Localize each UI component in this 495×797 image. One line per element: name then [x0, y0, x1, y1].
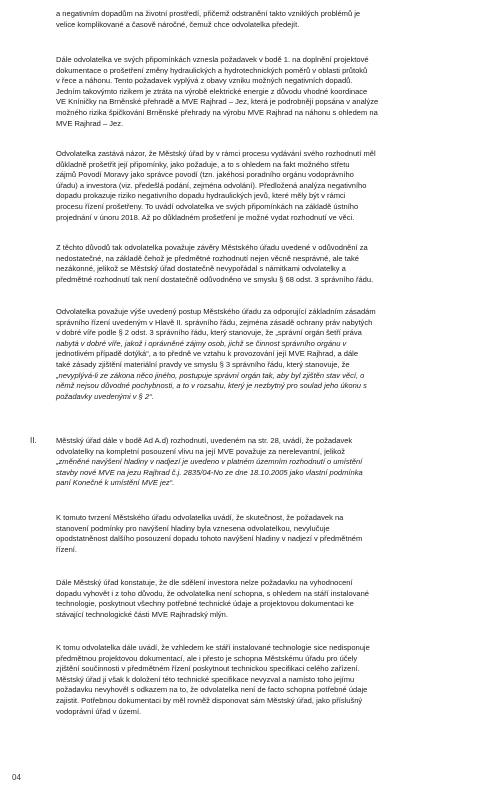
text-line: úřadu) a investora (viz. předešlá podání, zejména odvolání). Předložená analýza negativního [56, 180, 367, 190]
paragraph [56, 578, 450, 620]
text-line: Z těchto důvodů tak odvolatelka považuje závěry Městského úřadu uvedené v odůvodnění za [56, 243, 368, 252]
text-line: dopadu vyhovět i z toho důvodu, že odvolatelka není schopna, s ohledem na stáří instalované [56, 588, 369, 598]
text-line: K tomuto tvrzení Městského úřadu odvolatelka uvádí, že skutečnost, že požadavek na [56, 513, 344, 522]
paragraph [56, 513, 450, 555]
text-line: předmětné rozhodnutí tak není dostatečně odůvodněno ve smyslu § 68 odst. 3 správního řádu. [56, 274, 374, 284]
text-line: MVE Rajhrad – Jez. [56, 118, 124, 128]
text-line: požadavky uvedenými v § 2“. [56, 391, 154, 401]
text-line: „nevyplývá-li ze zákona něco jiného, postupuje správní orgán tak, aby byl zjištěn stav věcí, o [56, 370, 365, 380]
text-line: předmětnou projektovou dokumentací, ale i přesto je schopna Městskému úřadu pro účely [56, 653, 358, 663]
text-line: stávající technologické části MVE Rajhradský mlýn. [56, 609, 228, 619]
text-line: možného rizika špičkování Brněnské přehrady na výrobu MVE Rajhrad na náhonu s ohledem na [56, 107, 378, 117]
text-line: paní Konečné k umístění MVE jez“. [56, 478, 175, 488]
paragraph [56, 9, 450, 30]
text-line: K tomu odvolatelka dále uvádí, že vzhledem ke stáří instalované technologie sice nedisponuje [56, 643, 370, 652]
paragraph [56, 149, 450, 223]
text-line: projednání v únoru 2018. Až po důkladném prošetření je možné vydat rozhodnutí ve věci. [56, 212, 355, 222]
text-line: odvolatelky na kompletní posouzení vlivu na její MVE považuje za nerelevantní, jelikož [56, 446, 346, 456]
text-line: Městský úřad ji však k doložení této technické specifikace nevyzval a namísto toho jejímu [56, 674, 355, 684]
paragraph [56, 243, 450, 285]
text-line: opodstatněnost dalšího posouzení dopadu tohoto navýšení hladiny v nadjezí v předmětném [56, 534, 363, 544]
text-line: a negativním dopadům na životní prostředí, přičemž odstranění takto vzniklých problémů je [56, 9, 361, 18]
text-line: Dále odvolatelka ve svých připomínkách vznesla požadavek v bodě 1. na doplnění projektové [56, 55, 369, 64]
text-line: zájmů Povodí Moravy jako správce povodí (tzn. jakéhosi poradního orgánu vodoprávního [56, 170, 354, 180]
text-line: „změněné navýšení hladiny v nadjezí je uvedeno v platném územním rozhodnutí o umístění [56, 457, 363, 467]
text-line: v dobré víře podle § 2 odst. 3 správního řádu, který stanovuje, že „správní orgán šetří práva [56, 328, 362, 338]
text-line: zjištění součinnosti v předmětném řízení poskytnout technickou specifikaci celého zařízení. [56, 664, 360, 674]
text-line: stanovení podmínky pro navýšení hladiny byla vznesena odvolatelkou, nevylučuje [56, 523, 330, 533]
text-line: v řece a náhonu. Tento požadavek vyplývá z obavy vzniku možných negativních dopadů. [56, 76, 353, 86]
text-line: zajistit. Potřebnou dokumentaci by měl rovněž disponovat sám Městský úřad, jako příslušný [56, 695, 363, 705]
text-line: Jedním takovýmto rizikem je ztráta na výrobě elektrické energie z důvodu vhodné koordinace [56, 86, 368, 96]
text-line: důkladně prošetřit její připomínky, jako požaduje, a to s ohledem na fakt možného střetu [56, 159, 350, 169]
text-line: Odvolatelka zastává názor, že Městský úřad by v rámci procesu vydávání svého rozhodnutí měl [56, 149, 376, 158]
text-line: požadavku nevyhověl s odkazem na to, že odvolatelka není de facto schopna potřebné údaje [56, 685, 368, 695]
text-line: VE Kníničky na Brněnské přehradě a MVE Rajhrad – Jez, která je podrobněji popsána v analýze [56, 97, 379, 107]
paragraph [56, 307, 450, 402]
text-line: jednotlivém případě dotýká“, a to předně ve vztahu k provozování její MVE Rajhrad, a dále [56, 349, 359, 359]
text-line: Odvolatelka považuje výše uvedený postup Městského úřadu za odporující základním zásadám [56, 307, 376, 316]
text-line: správního řízení uvedeným v Hlavě II. správního řádu, zejména zásadě ochrany práv nabytých [56, 317, 373, 327]
text-line: dopadu prokazuje riziko negativního dopadu hydraulických jevů, které měly být v rámci [56, 191, 346, 201]
text-line: němž nejsou důvodné pochybnosti, a to v rozsahu, který je nezbytný pro soulad jeho úkonu s [56, 381, 367, 391]
text-line: Městský úřad dále v bodě Ad A.d) rozhodnutí, uvedeném na str. 28, uvádí, že požadavek [56, 436, 353, 445]
text-line: řízení. [56, 544, 77, 554]
text-line: nezákonné, jelikož se Městský úřad dostatečně nevypořádal s námitkami odvolatelky a [56, 264, 346, 274]
text-line: nabytá v dobré víře, jakož i oprávněné zájmy osob, jichž se činnost správního orgánu v [56, 338, 347, 348]
text-line: technologie, poskytnout všechny potřebné technické údaje a projektovou dokumentaci ke [56, 599, 354, 609]
text-line: velice komplikované a časově náročné, čemuž chce odvolatelka předejít. [56, 19, 300, 29]
text-line: nedostatečné, na základě čehož je předmětné rozhodnutí nejen věcně nesprávné, ale také [56, 253, 359, 263]
text-line: dokumentace o prošetření změny hydraulických a hydrotechnických poměrů v oblasti průtoků [56, 65, 368, 75]
text-line: procesu řízení prošetřeny. To uvádí odvolatelka ve svých připomínkách na základě ústního [56, 201, 359, 211]
section-number: II. [30, 436, 37, 445]
page-number: 04 [12, 773, 21, 782]
text-line: Dále Městský úřad konstatuje, že dle sdělení investora nelze požadavku na vyhodnocení [56, 578, 353, 587]
text-line: vodoprávní úřad v území. [56, 706, 142, 716]
text-line: stavby nové MVE na jezu Rajhrad č.j. 2835/04-No ze dne 18.10.2005 jako vlastní podmínka [56, 467, 363, 477]
paragraph [56, 55, 450, 129]
paragraph [56, 643, 450, 717]
paragraph [56, 436, 450, 489]
text-line: také zásady zjištění materiální pravdy ve smyslu § 3 správního řádu, který stanovuje, že [56, 359, 350, 369]
